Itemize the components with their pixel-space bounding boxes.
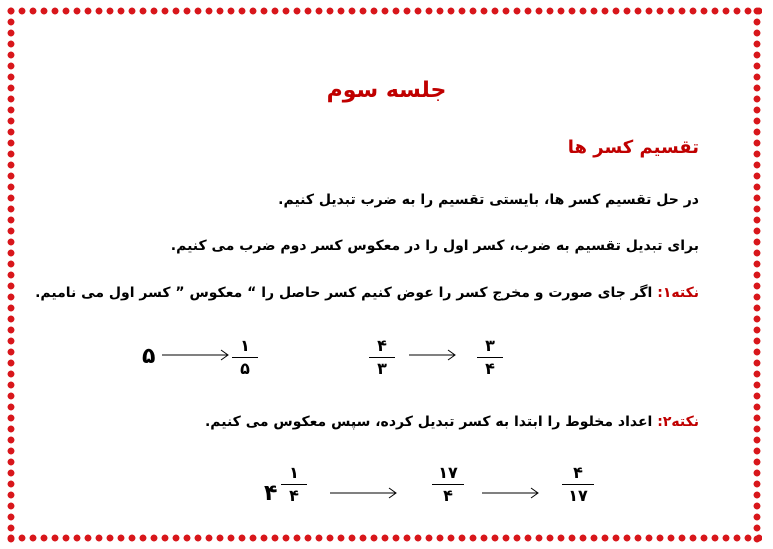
fraction-denominator: ۵ bbox=[240, 359, 250, 378]
fraction-denominator: ۴ bbox=[289, 486, 299, 505]
fraction-denominator: ۴ bbox=[485, 359, 495, 378]
example2-mixed-fraction bbox=[279, 463, 309, 506]
arrow-icon bbox=[409, 349, 459, 361]
fraction-bar bbox=[281, 484, 307, 485]
fraction-bar bbox=[477, 357, 503, 358]
arrow-icon bbox=[162, 349, 232, 361]
fraction-numerator: ۱۷ bbox=[438, 463, 458, 482]
example2-reciprocal-fraction bbox=[560, 463, 596, 506]
page-title: جلسه سوم bbox=[326, 78, 447, 103]
arrow-icon bbox=[482, 487, 542, 499]
fraction-denominator: ۱۷ bbox=[568, 486, 588, 505]
note-2 bbox=[205, 414, 699, 430]
note-1-label: نکته۱: bbox=[657, 285, 699, 301]
example2-improper-fraction bbox=[430, 463, 466, 506]
fraction-numerator: ۴ bbox=[377, 336, 387, 355]
note-2-label: نکته۲: bbox=[657, 414, 699, 430]
paragraph-2: برای تبدیل تقسیم به ضرب، کسر اول را در معکوس کسر دوم ضرب می کنیم. bbox=[170, 238, 699, 254]
fraction-numerator: ۴ bbox=[573, 463, 583, 482]
fraction-bar bbox=[232, 357, 258, 358]
fraction-numerator: ۱ bbox=[289, 463, 299, 482]
example1-whole-number: ۵ bbox=[142, 344, 156, 369]
fraction-numerator: ۳ bbox=[485, 336, 495, 355]
arrow-icon bbox=[330, 487, 400, 499]
note-1 bbox=[35, 285, 699, 301]
example1-reciprocal-fraction bbox=[475, 336, 505, 379]
fraction-bar bbox=[562, 484, 594, 485]
border-bottom bbox=[6, 533, 762, 543]
fraction-denominator: ۴ bbox=[443, 486, 453, 505]
section-heading: تقسیم کسر ها bbox=[567, 137, 699, 158]
fraction-bar bbox=[432, 484, 464, 485]
fraction-bar bbox=[369, 357, 395, 358]
border-top bbox=[6, 6, 762, 16]
fraction-numerator: ۱ bbox=[240, 336, 250, 355]
fraction-denominator: ۳ bbox=[377, 359, 387, 378]
example1-fraction bbox=[367, 336, 397, 379]
example1-result-fraction bbox=[230, 336, 260, 379]
note-1-text: اگر جای صورت و مخرج کسر را عوض کنیم کسر حاصل را “ معکوس ” کسر اول می نامیم. bbox=[35, 285, 658, 301]
note-2-text: اعداد مخلوط را ابتدا به کسر تبدیل کرده، سپس معکوس می کنیم. bbox=[204, 414, 658, 430]
paragraph-1: در حل تقسیم کسر ها، بایستی تقسیم را به ضرب تبدیل کنیم. bbox=[278, 192, 699, 208]
example2-mixed-whole: ۴ bbox=[264, 481, 278, 506]
